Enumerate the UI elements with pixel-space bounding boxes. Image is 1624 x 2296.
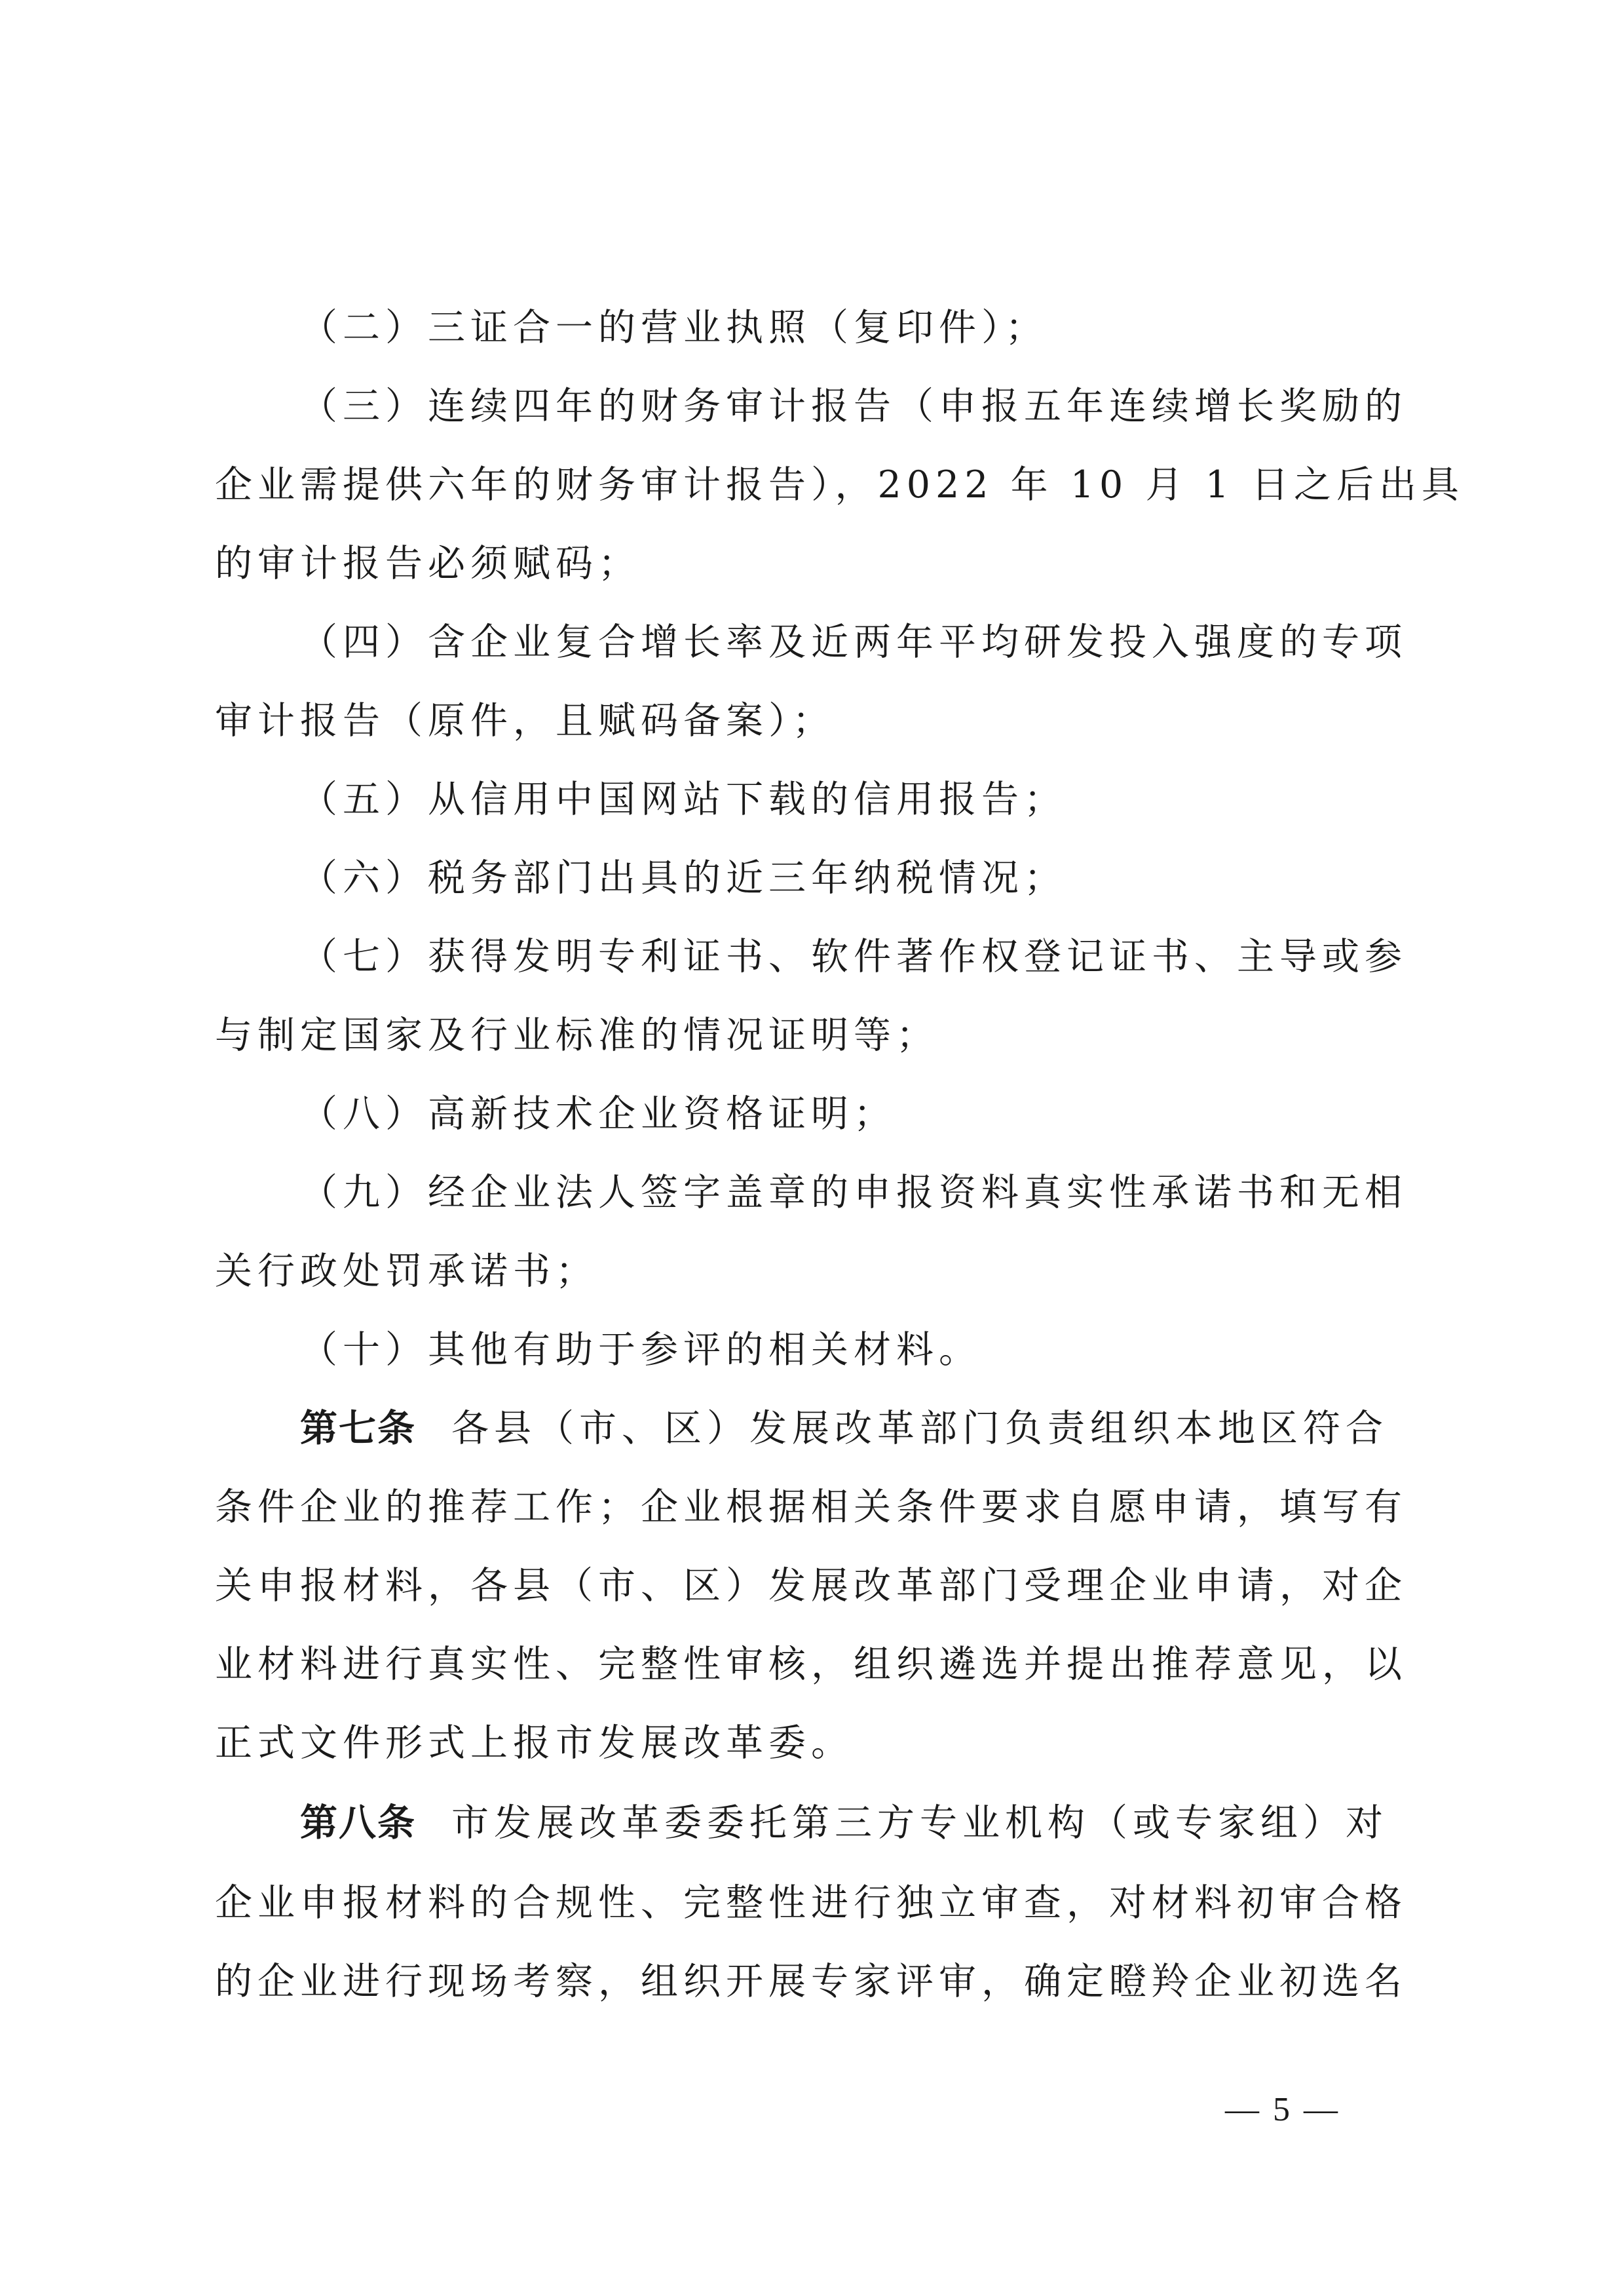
article-7-line-4: 业材料进行真实性、完整性审核，组织遴选并提出推荐意见，以: [215, 1643, 1407, 1686]
list-item-3-line-1: （三）连续四年的财务审计报告（申报五年连续增长奖励的: [300, 385, 1407, 428]
list-item-9-line-1: （九）经企业法人签字盖章的申报资料真实性承诺书和无相: [300, 1171, 1407, 1214]
article-7-heading: 第七条: [300, 1407, 416, 1450]
list-item-4-line-2: 审计报告（原件，且赋码备案）；: [215, 699, 835, 742]
list-item-2: （二）三证合一的营业执照（复印件）；: [300, 306, 1048, 349]
list-item-9-line-2: 关行政处罚承诺书；: [215, 1250, 598, 1293]
list-item-4-line-1: （四）含企业复合增长率及近两年平均研发投入强度的专项: [300, 621, 1407, 664]
article-7-first-line: 各县（市、区）发展改革部门负责组织本地区符合: [451, 1407, 1388, 1450]
list-item-7-line-2: 与制定国家及行业标准的情况证明等；: [215, 1014, 939, 1057]
article-8-line-3: 的企业进行现场考察，组织开展专家评审，确定瞪羚企业初选名: [215, 1960, 1407, 2003]
article-7-line-3: 关申报材料，各县（市、区）发展改革部门受理企业申请，对企: [215, 1564, 1407, 1607]
list-item-3-line-3: 的审计报告必须赋码；: [215, 542, 641, 585]
article-8-heading: 第八条: [300, 1801, 416, 1845]
document-body: [215, 288, 1464, 2021]
article-7-line-5: 正式文件形式上报市发展改革委。: [215, 1721, 854, 1765]
list-item-3-line-2: 企业需提供六年的财务审计报告），2022 年 10 月 1 日之后出具: [215, 463, 1464, 507]
list-item-10: （十）其他有助于参评的相关材料。: [300, 1328, 981, 1371]
article-7-line-1: [215, 1389, 1416, 1468]
page-number: — 5 —: [1225, 2091, 1340, 2128]
list-item-5: （五）从信用中国网站下载的信用报告；: [300, 778, 1067, 821]
list-item-8: （八）高新技术企业资格证明；: [300, 1092, 896, 1136]
article-8-line-2: 企业申报材料的合规性、完整性进行独立审查，对材料初审合格: [215, 1881, 1407, 1924]
article-8-line-1: [215, 1782, 1416, 1864]
article-7-line-2: 条件企业的推荐工作；企业根据相关条件要求自愿申请，填写有: [215, 1485, 1407, 1529]
list-item-7-line-1: （七）获得发明专利证书、软件著作权登记证书、主导或参: [300, 935, 1407, 978]
article-8-first-line: 市发展改革委委托第三方专业机构（或专家组）对: [451, 1801, 1388, 1845]
list-item-6: （六）税务部门出具的近三年纳税情况；: [300, 856, 1067, 900]
